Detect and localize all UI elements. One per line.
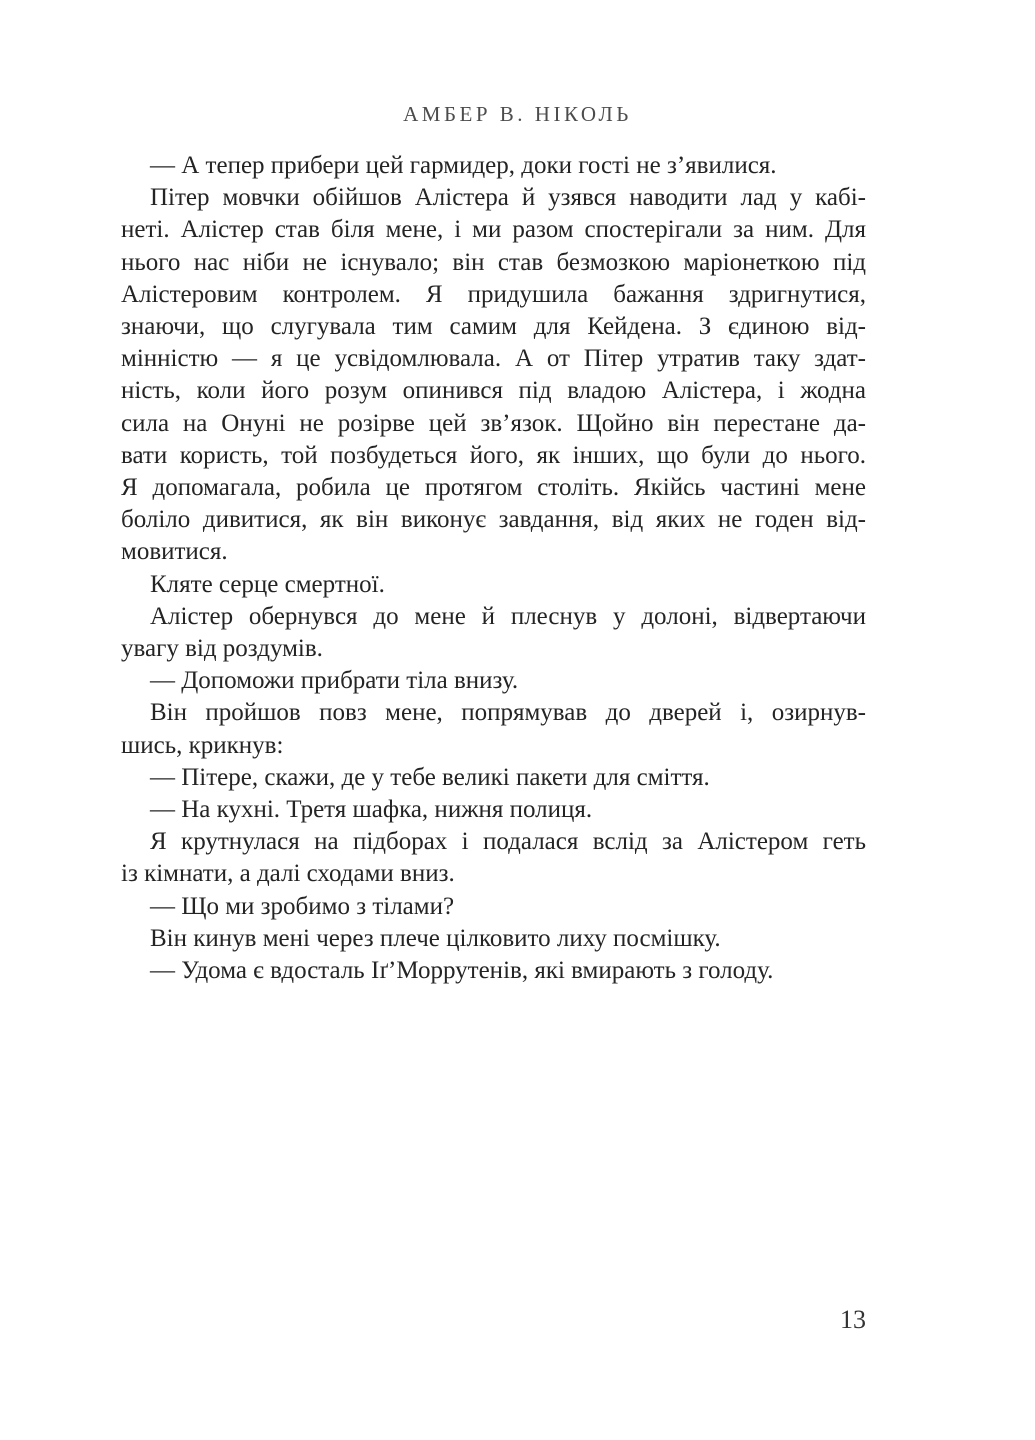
text-line: мінністю — я це усвідомлювала. А от Пітер утратив таку здат-: [121, 345, 866, 373]
text-line: Він пройшов повз мене, попрямував до дверей і, озирнув-: [150, 699, 866, 727]
paragraph: [121, 826, 866, 890]
paragraph: [121, 569, 866, 601]
text-line: сила на Онуні не розірве цей зв’язок. Щойно він перестане да-: [121, 409, 866, 437]
text-line: нього нас ніби не існувало; він став безмозкою маріонеткою під: [121, 248, 866, 276]
text-line: неті. Алістер став біля мене, і ми разом спостерігали за ним. Для: [121, 216, 866, 244]
text-line: Пітер мовчки обійшов Алістера й узявся наводити лад у кабі-: [150, 184, 866, 212]
paragraph: [121, 601, 866, 665]
paragraph: [121, 182, 866, 568]
text-line: — Пітере, скажи, де у тебе великі пакети для сміття.: [150, 763, 710, 791]
text-line: із кімнати, а далі сходами вниз.: [121, 860, 455, 888]
paragraph: [121, 891, 866, 923]
text-line: увагу від роздумів.: [121, 635, 323, 663]
text-line: — Удома є вдосталь Іґ’Моррутенів, які вмирають з голоду.: [150, 957, 774, 985]
paragraph: [121, 794, 866, 826]
paragraph: [121, 762, 866, 794]
page-number: 13: [840, 1305, 866, 1334]
text-line: боліло дивитися, як він виконує завдання, від яких не годен від-: [121, 506, 866, 534]
text-line: — На кухні. Третя шафка, нижня полиця.: [150, 796, 593, 824]
paragraph: [121, 697, 866, 761]
text-line: ність, коли його розум опинився під владою Алістера, і жодна: [121, 377, 866, 405]
text-line: Алістеровим контролем. Я придушила бажання здригнутися,: [121, 280, 866, 308]
paragraph: [121, 150, 866, 182]
text-line: Кляте серце смертної.: [150, 570, 385, 598]
text-line: — Що ми зробимо з тілами?: [150, 892, 455, 920]
text-line: Я крутнулася на підборах і подалася вслід за Алістером геть: [150, 828, 866, 856]
text-line: шись, крикнув:: [121, 731, 284, 759]
running-header: АМБЕР В. НІКОЛЬ: [403, 102, 632, 126]
paragraph: [121, 955, 866, 987]
text-line: Алістер обернувся до мене й плеснув у долоні, відвертаючи: [150, 602, 866, 630]
text-block: [121, 150, 866, 987]
text-line: знаючи, що слугувала тим самим для Кейдена. З єдиною від-: [121, 313, 866, 341]
paragraph: [121, 665, 866, 697]
text-line: Я допомагала, робила це протягом століть. Якійсь частині мене: [121, 474, 866, 502]
text-line: Він кинув мені через плече цілковито лиху посмішку.: [150, 924, 721, 952]
text-line: мовитися.: [121, 538, 228, 566]
paragraph: [121, 923, 866, 955]
text-line: — Допоможи прибрати тіла внизу.: [150, 667, 519, 695]
text-line: — А тепер прибери цей гармидер, доки гості не з’явилися.: [150, 152, 777, 179]
text-line: вати користь, той позбудеться його, як інших, що були до нього.: [121, 441, 866, 469]
